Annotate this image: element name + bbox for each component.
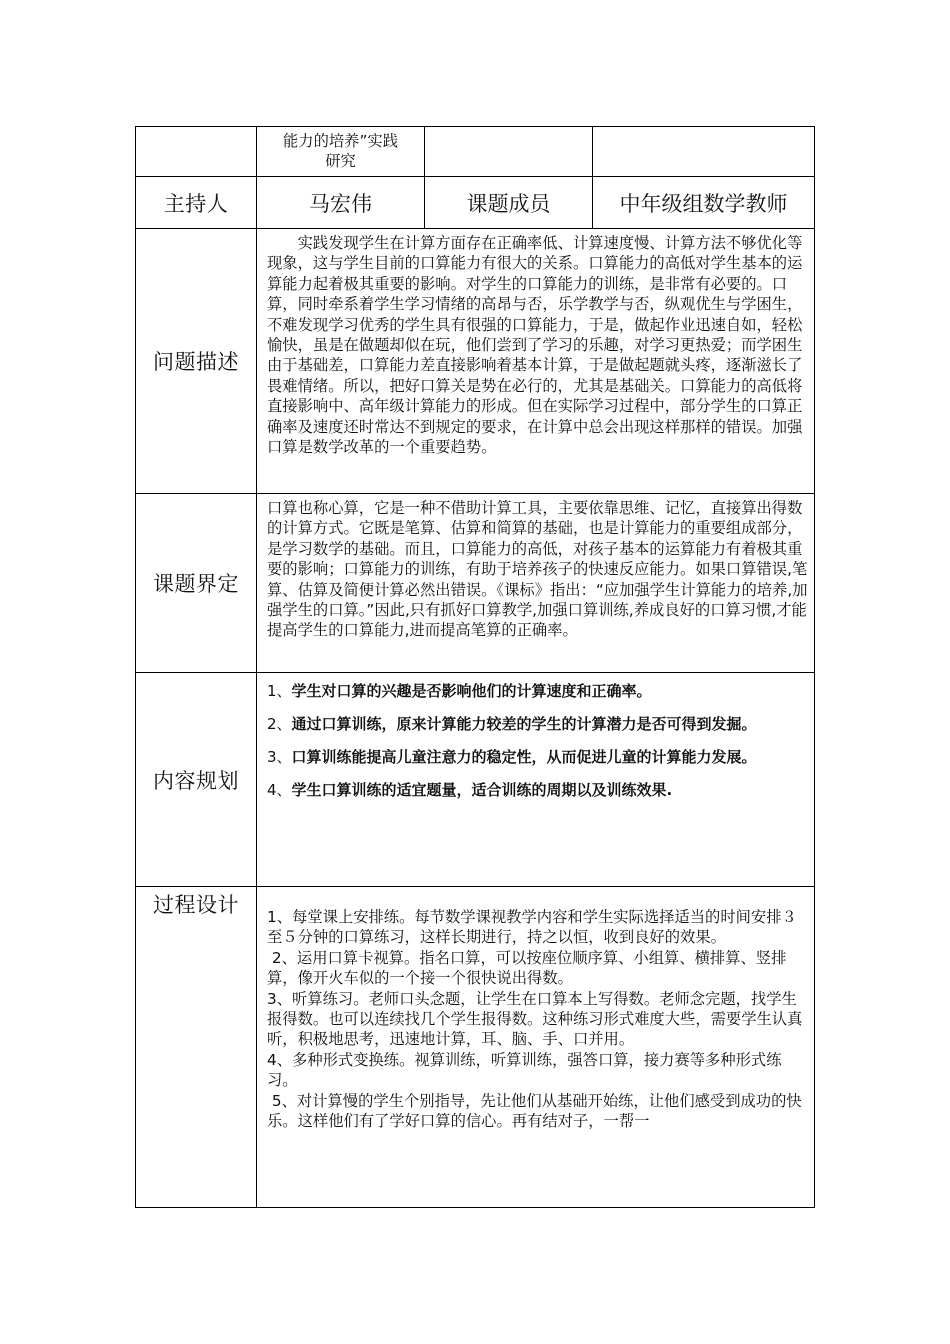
plan-item [267, 774, 808, 807]
process-label: 过程设计 [136, 887, 257, 1208]
plan-content [257, 673, 815, 887]
process-row [136, 887, 815, 1208]
problem-row [136, 229, 815, 494]
definition-row [136, 494, 815, 673]
plan-item-number: 1、 [267, 682, 292, 700]
plan-item-text: 学生对口算的兴趣是否影响他们的计算速度和正确率。 [291, 682, 652, 700]
plan-item-text: 通过口算训练，原来计算能力较差的学生的计算潜力是否可得到发掘。 [291, 715, 757, 733]
title-line-2: 研究 [325, 152, 356, 171]
plan-label: 内容规划 [136, 673, 257, 887]
title-continuation-row [136, 127, 815, 177]
plan-item-number: 3、 [267, 748, 292, 766]
problem-label: 问题描述 [136, 229, 257, 494]
plan-item [267, 708, 808, 741]
process-item: 4、多种形式变换练。视算训练，听算训练，强答口算，接力赛等多种形式练习。 [267, 1050, 782, 1090]
problem-content [257, 229, 815, 494]
plan-item-number: 2、 [267, 715, 292, 733]
research-table [135, 126, 815, 1208]
plan-row [136, 673, 815, 887]
host-row [136, 177, 815, 229]
empty-cell [593, 127, 815, 177]
process-item: 2、运用口算卡视算。指名口算，可以按座位顺序算、小组算、横排算、竖排算，像开火车似的一个接一个很快说出得数。 [267, 948, 787, 988]
plan-item-text: 口算训练能提高儿童注意力的稳定性，从而促进儿童的计算能力发展。 [291, 748, 757, 766]
empty-cell [425, 127, 593, 177]
plan-item-text: 学生口算训练的适宜题量，适合训练的周期以及训练效果. [291, 781, 673, 799]
process-content [257, 887, 815, 1208]
problem-text: 实践发现学生在计算方面存在正确率低、计算速度慢、计算方法不够优化等现象，这与学生目前的口算能力有很大的关系。口算能力的高低对学生基本的运算能力起着极其重要的影响。对学生的口算能力的训练，是非常有必要的。口算，同时牵系着学生学习情绪的高昂与否，乐学教学与否，纵观优生与学困生，不难发现学习优秀的学生具有很强的口算能力，于是，做起作业迅速自如，轻松愉快，虽是在做题却似在玩，他们尝到了学习的乐趣，对学习更热爱；而学困生由于基础差，口算能力差直接影响着基本计算，于是做起题就头疼，逐渐滋长了畏难情绪。所以，把好口算关是势在必行的，尤其是基础关。口算能力的高低将直接影响中、高年级计算能力的形成。但在实际学习过程中，部分学生的口算正确率及速度还时常达不到规定的要求，在计算中总会出现这样那样的错误。加强口算是数学改革的一个重要趋势。 [267, 234, 803, 457]
project-title-continuation [257, 127, 425, 177]
definition-text: 口算也称心算，它是一种不借助计算工具，主要依靠思维、记忆，直接算出得数的计算方式。它既是笔算、估算和简算的基础，也是计算能力的重要组成部分，是学习数学的基础。而且，口算能力的高低，对孩子基本的运算能力有着极其重要的影响；口算能力的训练，有助于培养孩子的快速反应能力。如果口算错误,笔算、估算及简便计算必然出错误。《课标》指出：“应加强学生计算能力的培养,加强学生的口算。”因此,只有抓好口算教学,加强口算训练,养成良好的口算习惯,才能提高学生的口算能力,进而提高笔算的正确率。 [267, 499, 808, 640]
host-label: 主持人 [136, 177, 257, 229]
process-item: 5、对计算慢的学生个别指导，先让他们从基础开始练，让他们感受到成功的快乐。这样他们有了学好口算的信心。再有结对子，一帮一 [267, 1091, 802, 1131]
plan-item [267, 675, 808, 708]
definition-label: 课题界定 [136, 494, 257, 673]
definition-content [257, 494, 815, 673]
plan-item [267, 741, 808, 774]
members-label: 课题成员 [425, 177, 593, 229]
members-value: 中年级组数学教师 [593, 177, 815, 229]
process-item: 3、听算练习。老师口头念题，让学生在口算本上写得数。老师念完题，找学生报得数。也可以连续找几个学生报得数。这种练习形式难度大些，需要学生认真听，积极地思考，迅速地计算，耳、脑、手、口并用。 [267, 989, 803, 1049]
empty-cell [136, 127, 257, 177]
process-item: 1、每堂课上安排练。每节数学课视教学内容和学生实际选择适当的时间安排３至５分钟的口算练习，这样长期进行，持之以恒，收到良好的效果。 [267, 908, 797, 947]
host-name: 马宏伟 [257, 177, 425, 229]
plan-item-number: 4、 [267, 781, 292, 799]
title-line-1: 能力的培养”实践 [282, 132, 398, 150]
